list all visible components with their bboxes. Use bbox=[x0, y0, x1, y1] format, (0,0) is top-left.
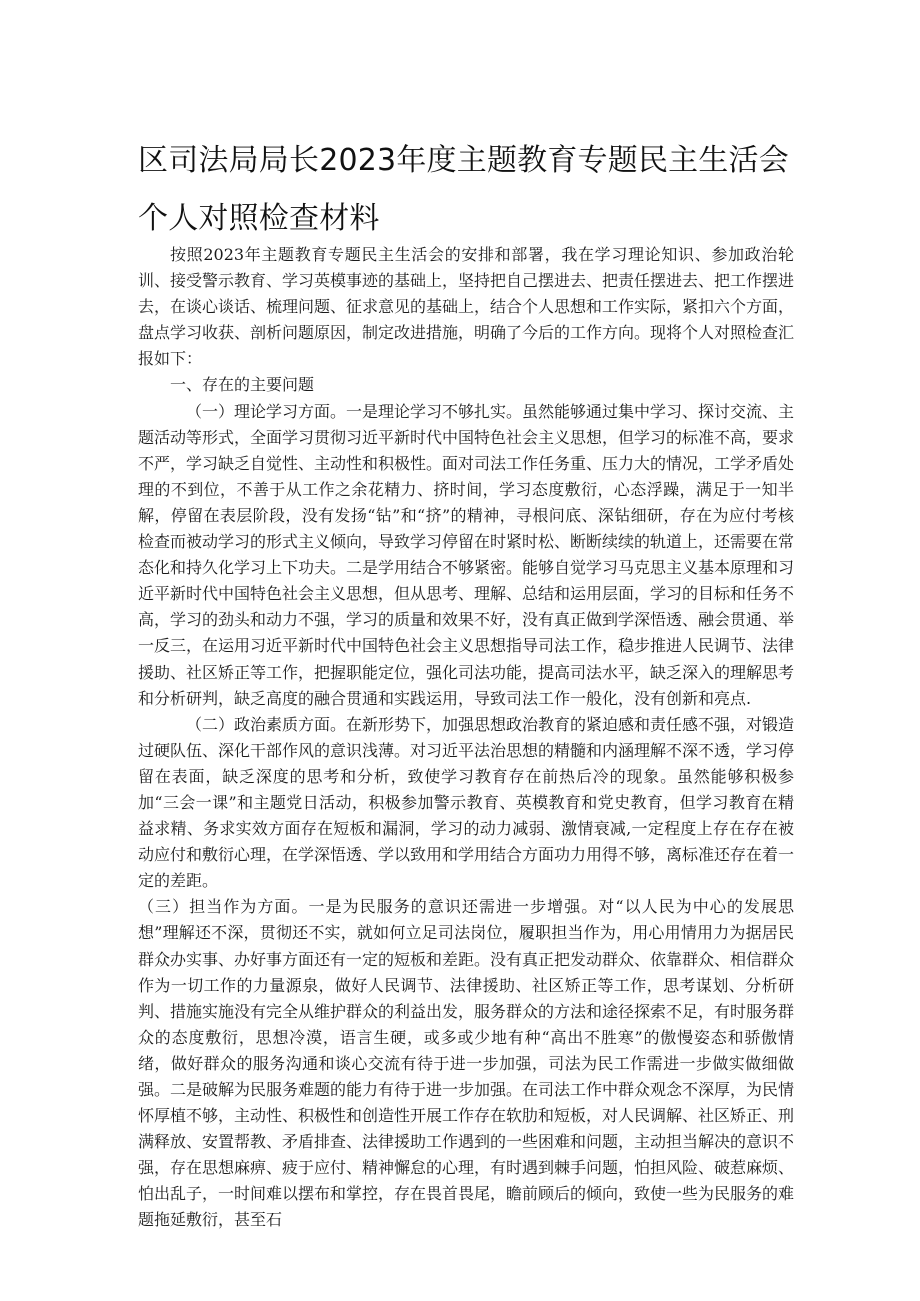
paragraph-responsibility: （三）担当作为方面。一是为民服务的意识还需进一步增强。对“以人民为中心的发展思想”理解还不深，贯彻还不实，就如何立足司法岗位，履职担当作为，用心用情用力为据居民群众办实事、办好事方面还有一定的短板和差距。没有真正把发动群众、依靠群众、相信群众作为一切工作的力量源泉，做好人民调节、法律援助、社区矫正等工作，思考谋划、分析研判、措施实施没有完全从维护群众的利益出发，服务群众的方法和途径探索不足，有时服务群众的态度敷衍，思想冷漠，语言生硬，或多或少地有种“高出不胜寒”的傲慢姿态和骄傲情绪，做好群众的服务沟通和谈心交流有待于进一步加强，司法为民工作需进一步做实做细做强。二是破解为民服务难题的能力有待于进一步加强。在司法工作中群众观念不深厚，为民情怀厚植不够，主动性、积极性和创造性开展工作存在软肋和短板，对人民调解、社区矫正、刑满释放、安置帮教、矛盾排查、法律援助工作遇到的一些困难和问题，主动担当解决的意识不强，存在思想麻痹、疲于应付、精神懈怠的心理，有时遇到棘手问题，怕担风险、破惹麻烦、怕出乱子，一时间难以摆布和掌控，存在畏首畏尾，瞻前顾后的倾向，致使一些为民服务的难题拖延敷衍，甚至石 bbox=[138, 897, 795, 1230]
paragraph-theory-study: （一）理论学习方面。一是理论学习不够扎实。虽然能够通过集中学习、探讨交流、主题活动等形式，全面学习贯彻习近平新时代中国特色社会主义思想，但学习的标准不高，要求不严，学习缺乏自觉性、主动性和积极性。面对司法工作任务重、压力大的情况，工学矛盾处理的不到位，不善于从工作之余花精力、挤时间，学习态度敷衍，心态浮躁，满足于一知半解，停留在表层阶段，没有发扬“钻”和“挤”的精神，寻根问底、深钻细研，存在为应付考核检查而被动学习的形式主义倾向，导致学习停留在时紧时松、断断续续的轨道上，还需要在常态化和持久化学习上下功夫。二是学用结合不够紧密。能够自觉学习马克思主义基本原理和习近平新时代中国特色社会主义思想，但从思考、理解、总结和运用层面，学习的目标和任务不高，学习的劲头和动力不强，学习的质量和效果不好，没有真正做到学深悟透、融会贯通、举一反三，在运用习近平新时代中国特色社会主义思想指导司法工作，稳步推进人民调节、法律援助、社区矫正等工作，把握职能定位，强化司法功能，提高司法水平，缺乏深入的理解思考和分析研判，缺乏高度的融合贯通和实践运用，导致司法工作一般化，没有创新和亮点. bbox=[138, 401, 795, 708]
paragraph-political-quality: （二）政治素质方面。在新形势下，加强思想政治教育的紧迫感和责任感不强，对锻造过硬队伍、深化干部作风的意识浅薄。对习近平法治思想的精髓和内涵理解不深不透，学习停留在表面，缺乏深度的思考和分析，致使学习教育存在前热后冷的现象。虽然能够积极参加“三会一课”和主题党日活动，积极参加警示教育、英模教育和党史教育，但学习教育在精益求精、务求实效方面存在短板和漏洞，学习的动力减弱、激情衰减,一定程度上存在存在被动应付和敷衍心理，在学深悟透、学以致用和学用结合方面功力用得不够，离标准还存在着一定的差距。 bbox=[138, 714, 795, 891]
document-body bbox=[138, 242, 794, 1234]
document-title: 区司法局局长2023年度主题教育专题民主生活会个人对照检查材料 bbox=[138, 143, 789, 236]
section-heading-main-problems: 一、存在的主要问题 bbox=[170, 375, 315, 395]
intro-paragraph: 按照2023年主题教育专题民主生活会的安排和部署，我在学习理论知识、参加政治轮训、接受警示教育、学习英模事迹的基础上，坚持把自己摆进去、把责任摆进去、把工作摆进去，在谈心谈话、梳理问题、征求意见的基础上，结合个人思想和工作实际，紧扣六个方面，盘点学习收获、剖析问题原因，制定改进措施，明确了今后的工作方向。现将个人对照检查汇报如下： bbox=[138, 245, 795, 369]
